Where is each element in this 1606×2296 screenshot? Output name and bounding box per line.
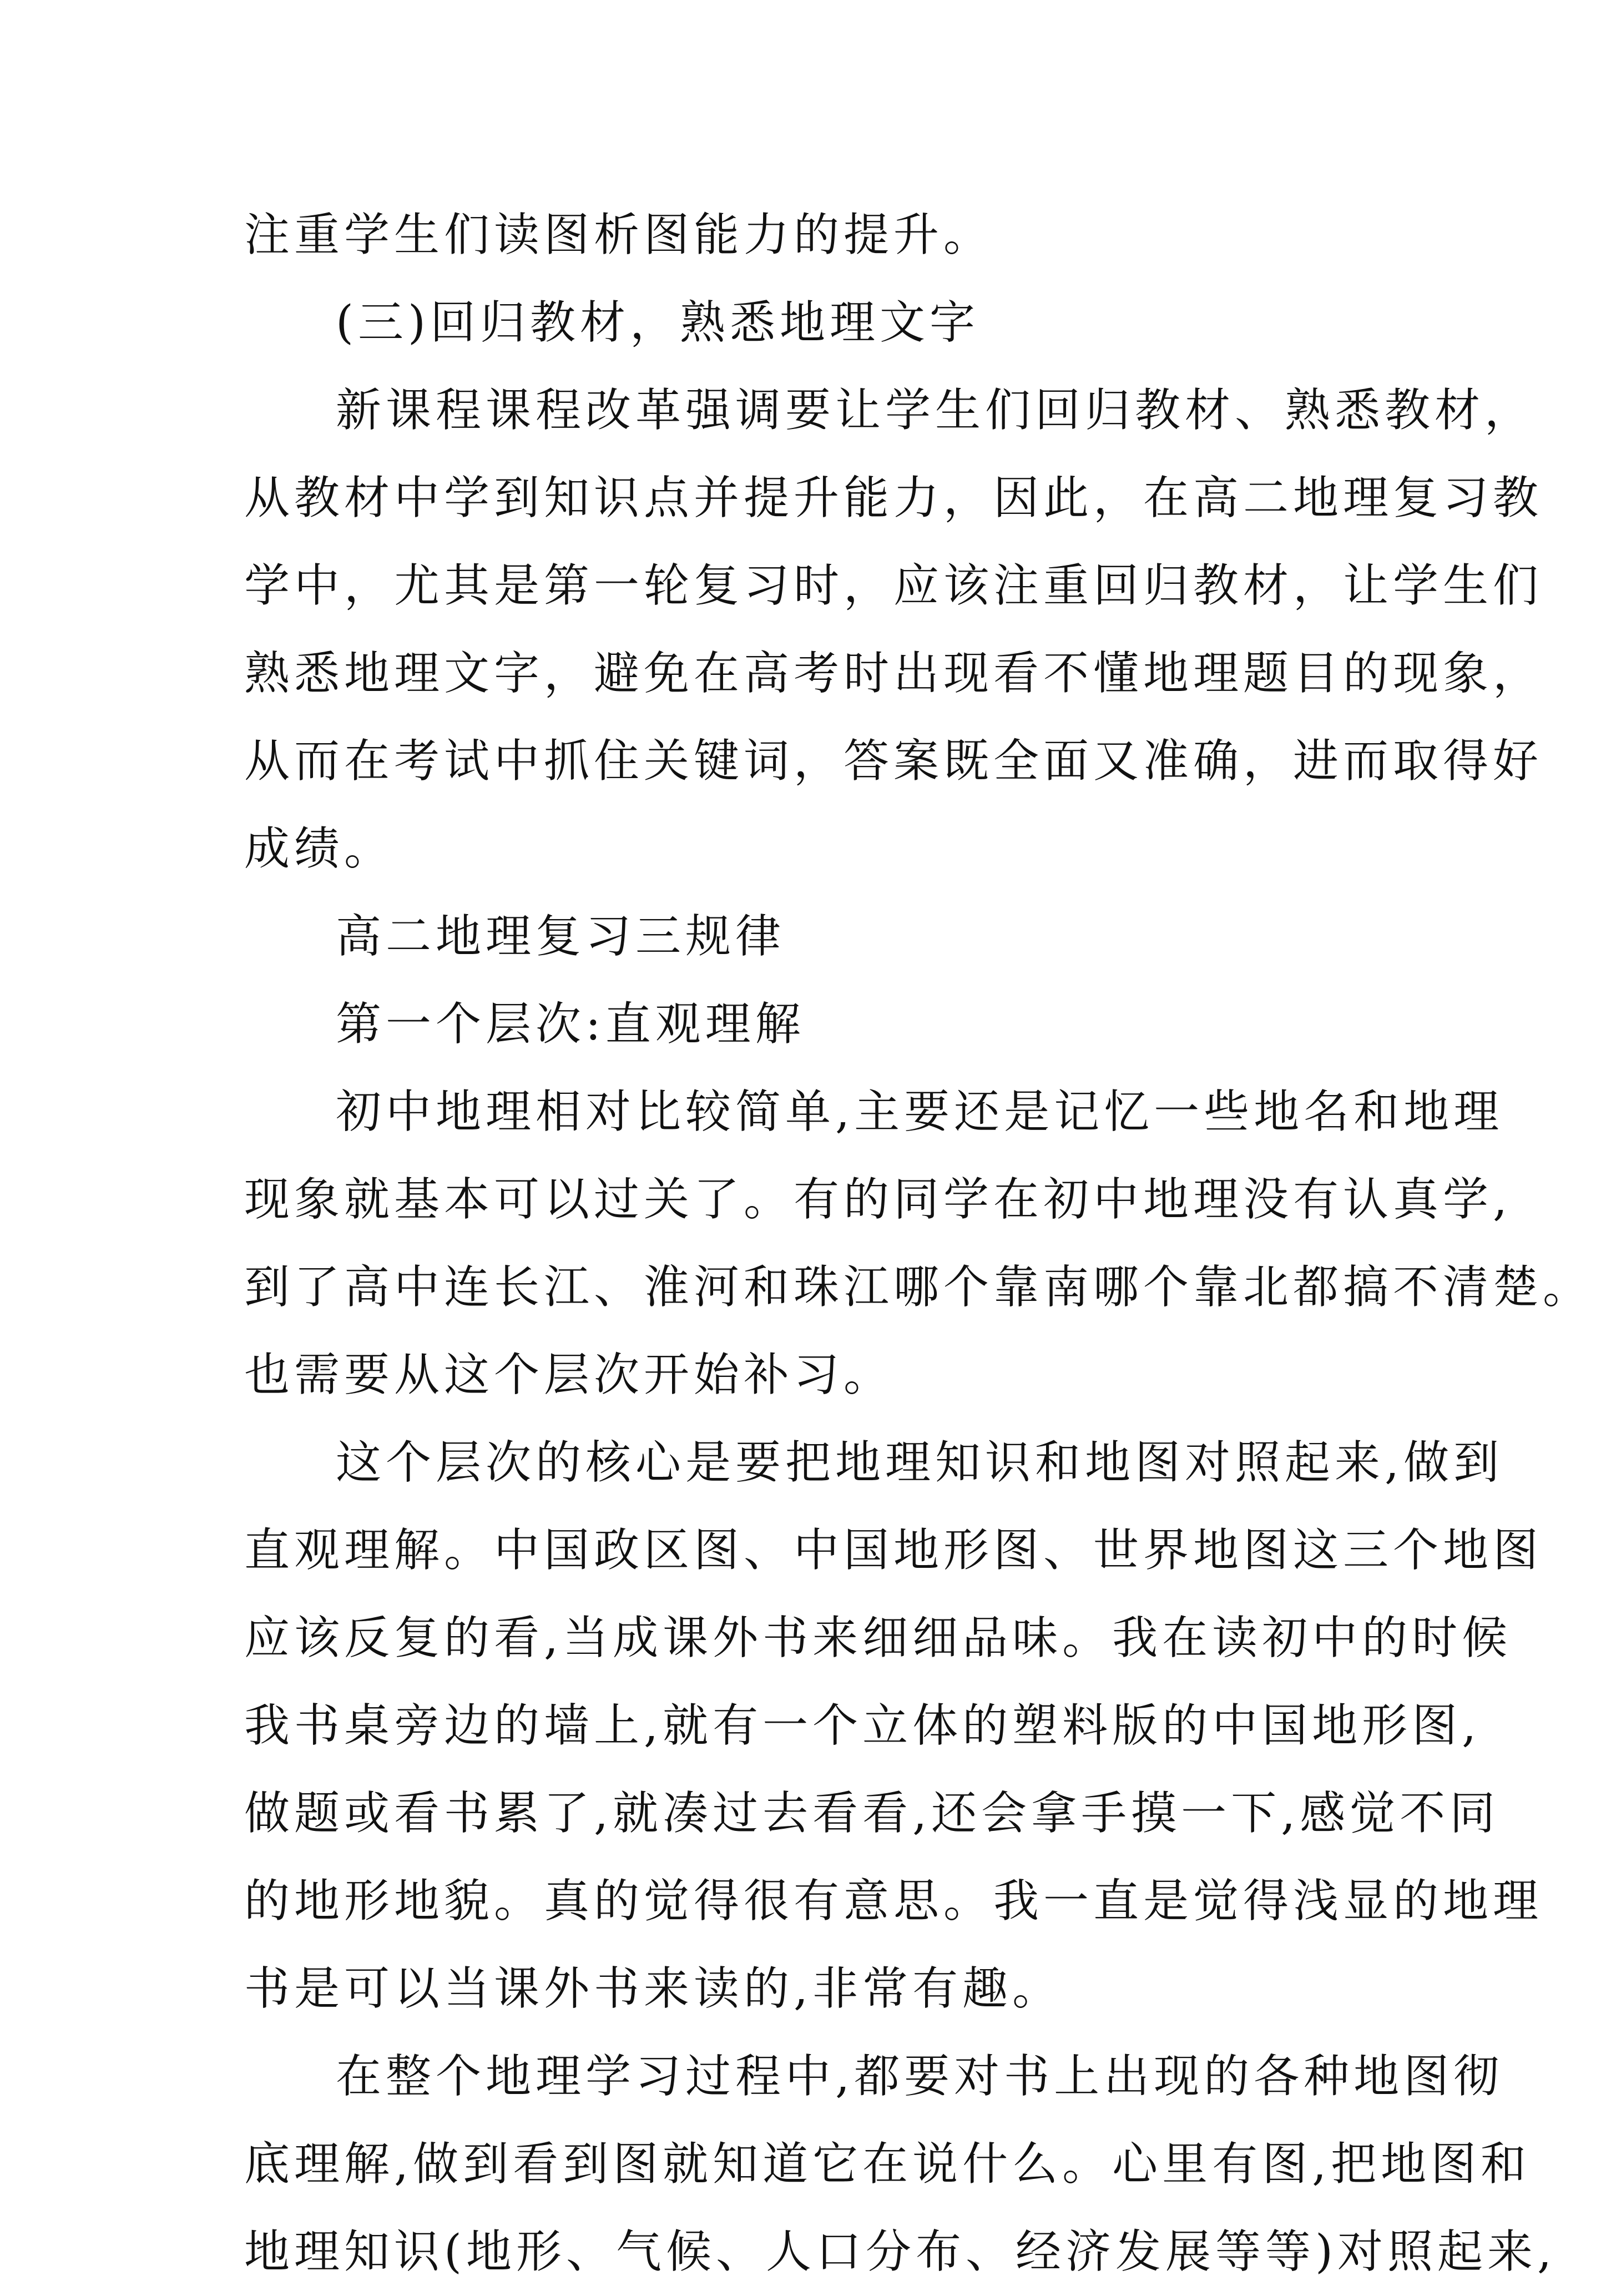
paragraph-line: 新课程课程改革强调要让学生们回归教材、熟悉教材，	[336, 384, 1535, 437]
paragraph-line: 成绩。	[244, 822, 395, 875]
paragraph-line: 在整个地理学习过程中,都要对书上出现的各种地图彻	[336, 2050, 1504, 2103]
paragraph-line: 到了高中连长江、淮河和珠江哪个靠南哪个靠北都搞不清楚。	[244, 1261, 1593, 1314]
paragraph-line: 底理解,做到看到图就知道它在说什么。心里有图,把地图和	[244, 2138, 1531, 2191]
document-body	[244, 191, 1593, 2296]
subsection-title: 第一个层次:直观理解	[336, 998, 805, 1051]
paragraph-line: 初中地理相对比较简单,主要还是记忆一些地名和地理	[336, 1086, 1504, 1138]
paragraph-line: 应该反复的看,当成课外书来细细品味。我在读初中的时候	[244, 1612, 1512, 1664]
section-title: 高二地理复习三规律	[336, 910, 786, 963]
paragraph-line: 我书桌旁边的墙上,就有一个立体的塑料版的中国地形图,	[244, 1699, 1481, 1752]
paragraph-line: 地理知识(地形、气候、人口分布、经济发展等等)对照起来,	[244, 2226, 1557, 2278]
paragraph-line: 的地形地貌。真的觉得很有意思。我一直是觉得浅显的地理	[244, 1875, 1543, 1927]
paragraph-line: 直观理解。中国政区图、中国地形图、世界地图这三个地图	[244, 1524, 1543, 1577]
text-line: 注重学生们读图析图能力的提升。	[244, 209, 994, 261]
paragraph-line: 也需要从这个层次开始补习。	[244, 1349, 894, 1401]
paragraph-line: 这个层次的核心是要把地理知识和地图对照起来,做到	[336, 1436, 1504, 1489]
paragraph-line: 做题或看书累了,就凑过去看看,还会拿手摸一下,感觉不同	[244, 1787, 1500, 1840]
section-heading: (三)回归教材，熟悉地理文字	[336, 296, 979, 349]
paragraph-line: 书是可以当课外书来读的,非常有趣。	[244, 1962, 1063, 2015]
paragraph-line: 学中，尤其是第一轮复习时，应该注重回归教材，让学生们	[244, 559, 1543, 612]
paragraph-line: 从而在考试中抓住关键词，答案既全面又准确，进而取得好	[244, 735, 1543, 788]
paragraph-line: 现象就基本可以过关了。有的同学在初中地理没有认真学,	[244, 1173, 1512, 1226]
paragraph-line: 从教材中学到知识点并提升能力，因此，在高二地理复习教	[244, 472, 1543, 524]
paragraph-line: 熟悉地理文字，避免在高考时出现看不懂地理题目的现象，	[244, 647, 1543, 700]
